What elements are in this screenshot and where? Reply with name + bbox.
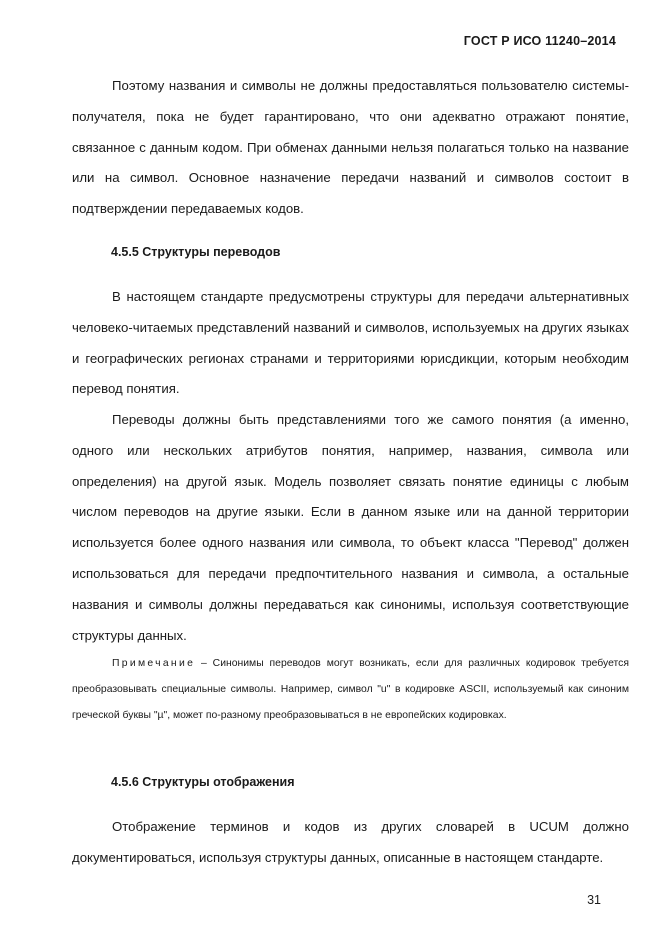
note-block [72,651,629,729]
paragraph-translation-structures: В настоящем стандарте предусмотрены структуры для передачи альтернативных человеко-читаемых представлений названий и символов, используемых на других языках и географических регионах странами и территориями юрисдикции, которым необходим перевод понятия. [72,289,629,397]
note-label: Примечание [112,658,196,669]
note-text: – Синонимы переводов могут возникать, если для различных кодировок требуется преобразовывать специальные символы. Например, символ "u" в кодировке ASCII, используемый как синоним греческой буквы "µ", может по-разному преобразовываться в не европейских кодировках. [72,658,629,721]
section-heading-translations: 4.5.5 Структуры переводов [111,245,281,259]
section-heading-mapping: 4.5.6 Структуры отображения [111,775,295,789]
document-header: ГОСТ Р ИСО 11240–2014 [463,34,616,48]
paragraph-names-symbols: Поэтому названия и символы не должны предоставляться пользователю системы-получателя, пока не будет гарантировано, что они адекватно отражают понятие, связанное с данным кодом. При обменах данными нельзя полагаться только на название или на символ. Основное назначение передачи названий и символов состоит в подтверждении передаваемых кодов. [72,78,629,217]
paragraph-translations-definition: Переводы должны быть представлениями того же самого понятия (а именно, одного или нескольких атрибутов понятия, например, названия, символа или определения) на другой язык. Модель позволяет связать понятие единицы с любым числом переводов на другие языки. Если в данном языке или на данной территории используется более одного названия или символа, то объект класса "Перевод" должен использоваться для передачи предпочтительного названия и символа, а остальные названия и символы должны передаваться как синонимы, используя соответствующие структуры данных. [72,412,629,643]
paragraph-mapping: Отображение терминов и кодов из других словарей в UCUM должно документироваться, используя структуры данных, описанные в настоящем стандарте. [72,819,629,865]
page-number: 31 [587,893,601,907]
